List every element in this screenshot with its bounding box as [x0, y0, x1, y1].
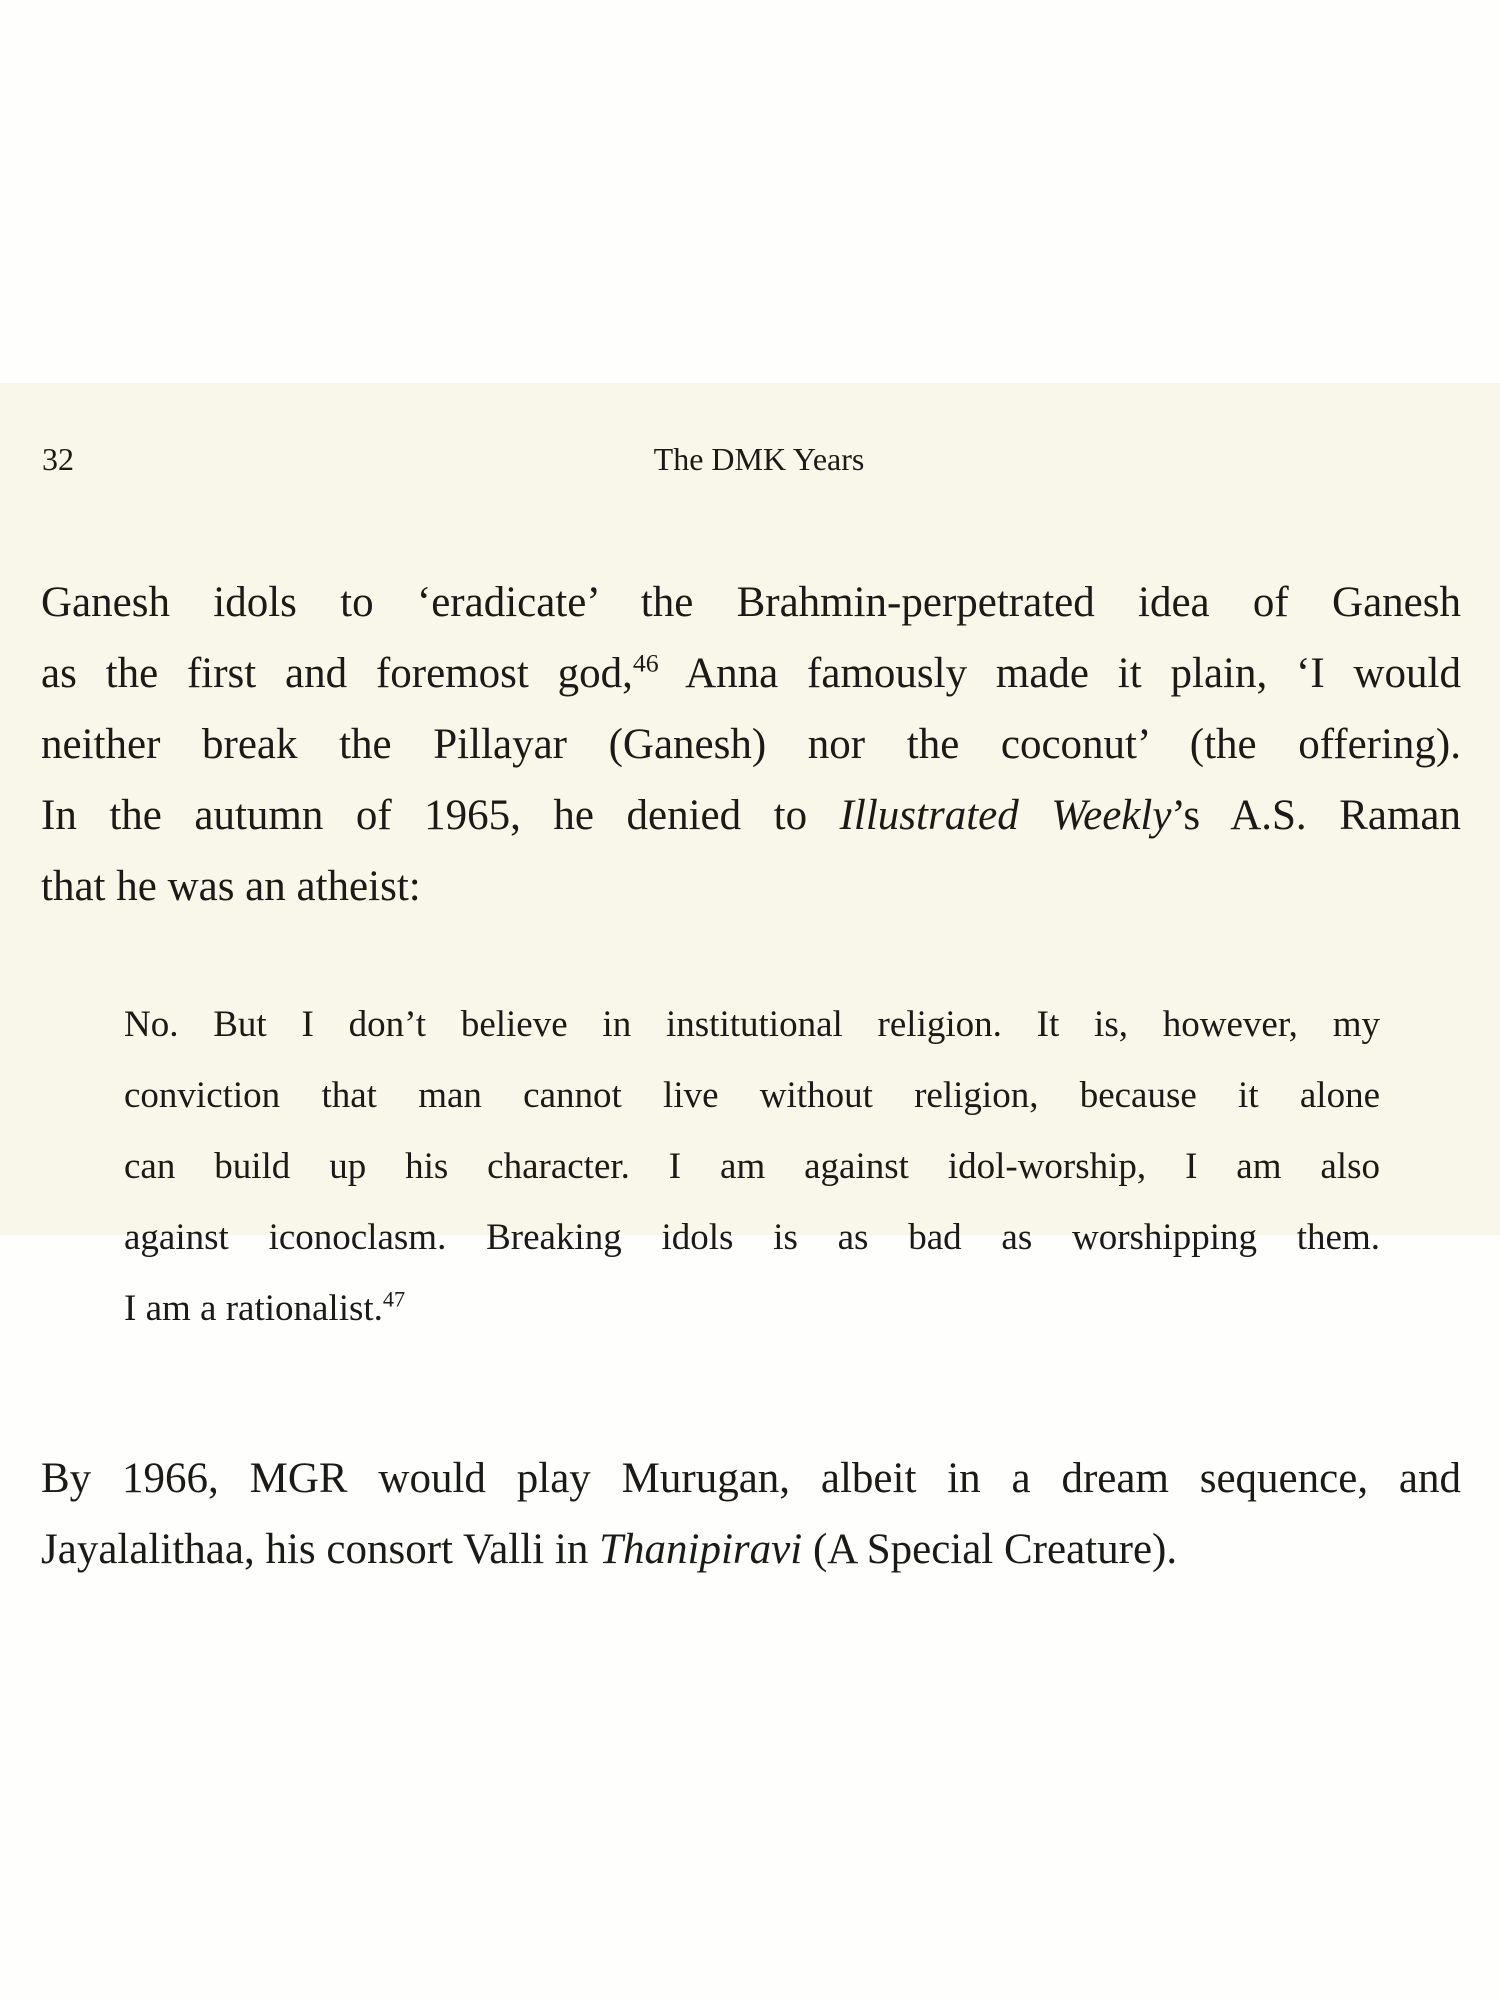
- text-line: Jayalalithaa, his consort Valli in Thanipiravi (A Special Creature).: [41, 1526, 1178, 1573]
- block-quote: [124, 989, 1380, 1344]
- footnote-ref-47: 47: [382, 1286, 406, 1312]
- page-header: [0, 439, 1500, 479]
- text-line: that he was an atheist:: [41, 863, 421, 910]
- quote-line: conviction that man cannot live without religion, because it alone: [124, 1075, 1380, 1116]
- text-line: In the autumn of 1965, he denied to Illustrated Weekly’s A.S. Raman: [41, 792, 1461, 839]
- text-line: By 1966, MGR would play Murugan, albeit in a dream sequence, and: [41, 1455, 1461, 1502]
- quote-line: No. But I don’t believe in institutional religion. It is, however, my: [124, 1004, 1380, 1045]
- italic-film-title: Thanipiravi: [599, 1526, 803, 1573]
- italic-title: Illustrated Weekly: [839, 792, 1172, 839]
- text-line: neither break the Pillayar (Ganesh) nor the coconut’ (the offering).: [41, 721, 1461, 768]
- page-number: 32: [42, 441, 74, 477]
- text-line: as the first and foremost god,$^{46}$ Anna famously made it plain, ‘I would: [41, 648, 1461, 697]
- text-line: Ganesh idols to ‘eradicate’ the Brahmin-perpetrated idea of Ganesh: [41, 579, 1461, 626]
- quote-line: can build up his character. I am against idol-worship, I am also: [124, 1146, 1380, 1187]
- quote-line: I am a rationalist.$^{47}$: [124, 1286, 406, 1329]
- book-page: [0, 383, 1500, 1573]
- running-title: The DMK Years: [653, 441, 865, 477]
- paragraph-1: [41, 567, 1461, 922]
- paragraph-2: [41, 1443, 1461, 1585]
- quote-line: against iconoclasm. Breaking idols is as bad as worshipping them.: [124, 1217, 1380, 1258]
- footnote-ref-46: 46: [632, 648, 659, 678]
